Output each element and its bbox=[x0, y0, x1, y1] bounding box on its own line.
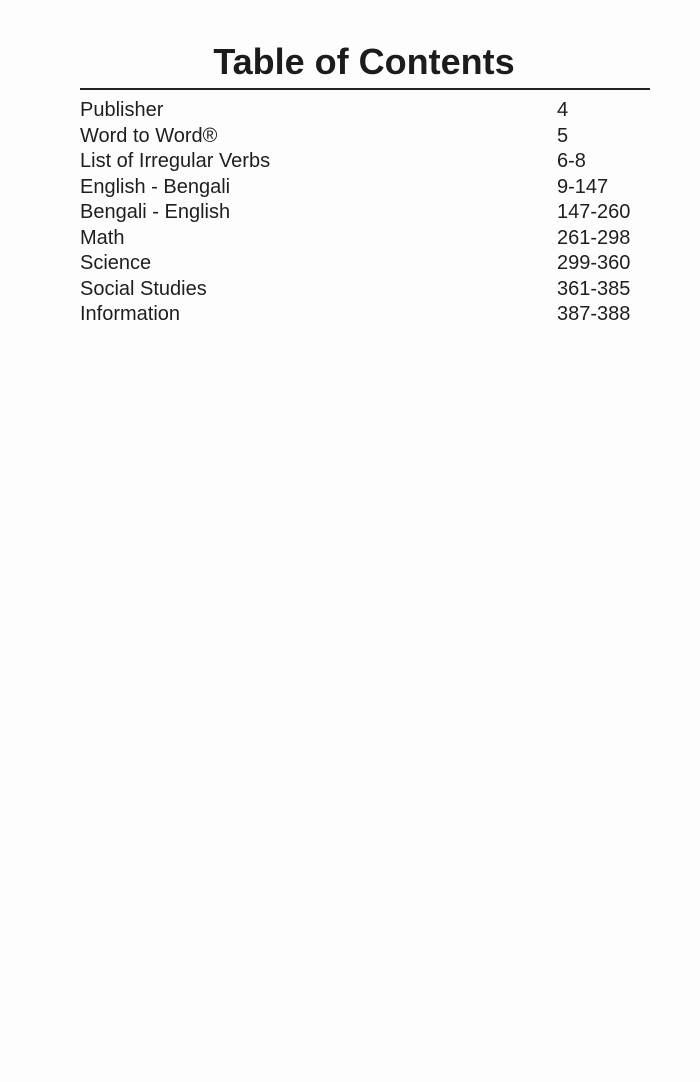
toc-entry-pages: 6-8 bbox=[557, 150, 586, 172]
toc-entry-label: Social Studies bbox=[80, 277, 207, 300]
toc-entry-label: List of Irregular Verbs bbox=[80, 150, 271, 172]
toc-entry-pages: 9-147 bbox=[557, 175, 609, 198]
toc-entry-english-bengali bbox=[80, 175, 650, 201]
toc-entry-pages: 5 bbox=[557, 124, 569, 147]
toc-entry-word-to-word bbox=[80, 124, 650, 150]
toc-entry-label: Publisher bbox=[80, 99, 164, 121]
toc-entry-pages: 387-388 bbox=[557, 303, 631, 325]
toc-entry-label: Information bbox=[80, 303, 181, 325]
toc-entry-pages: 147-260 bbox=[557, 201, 631, 223]
toc-entry-irregular-verbs bbox=[80, 149, 650, 175]
toc-entry-publisher bbox=[80, 98, 650, 124]
toc-entry-science bbox=[80, 251, 650, 277]
toc-entry-label: Math bbox=[80, 226, 125, 249]
table-of-contents bbox=[80, 98, 650, 328]
toc-entry-math bbox=[80, 226, 650, 252]
toc-entry-bengali-english bbox=[80, 200, 650, 226]
toc-entry-label: Bengali - English bbox=[80, 201, 231, 223]
toc-entry-pages: 299-360 bbox=[557, 252, 631, 274]
toc-entry-label: Word to Word® bbox=[80, 124, 218, 147]
toc-entry-social-studies bbox=[80, 277, 650, 303]
toc-entry-pages: 4 bbox=[557, 99, 569, 121]
toc-entry-label: English - Bengali bbox=[80, 175, 231, 198]
toc-entry-pages: 261-298 bbox=[557, 226, 631, 249]
toc-entry-pages: 361-385 bbox=[557, 277, 631, 300]
toc-entry-label: Science bbox=[80, 252, 152, 274]
toc-entry-information bbox=[80, 302, 650, 328]
page-title: Table of Contents bbox=[213, 41, 515, 82]
title-divider bbox=[80, 88, 650, 90]
